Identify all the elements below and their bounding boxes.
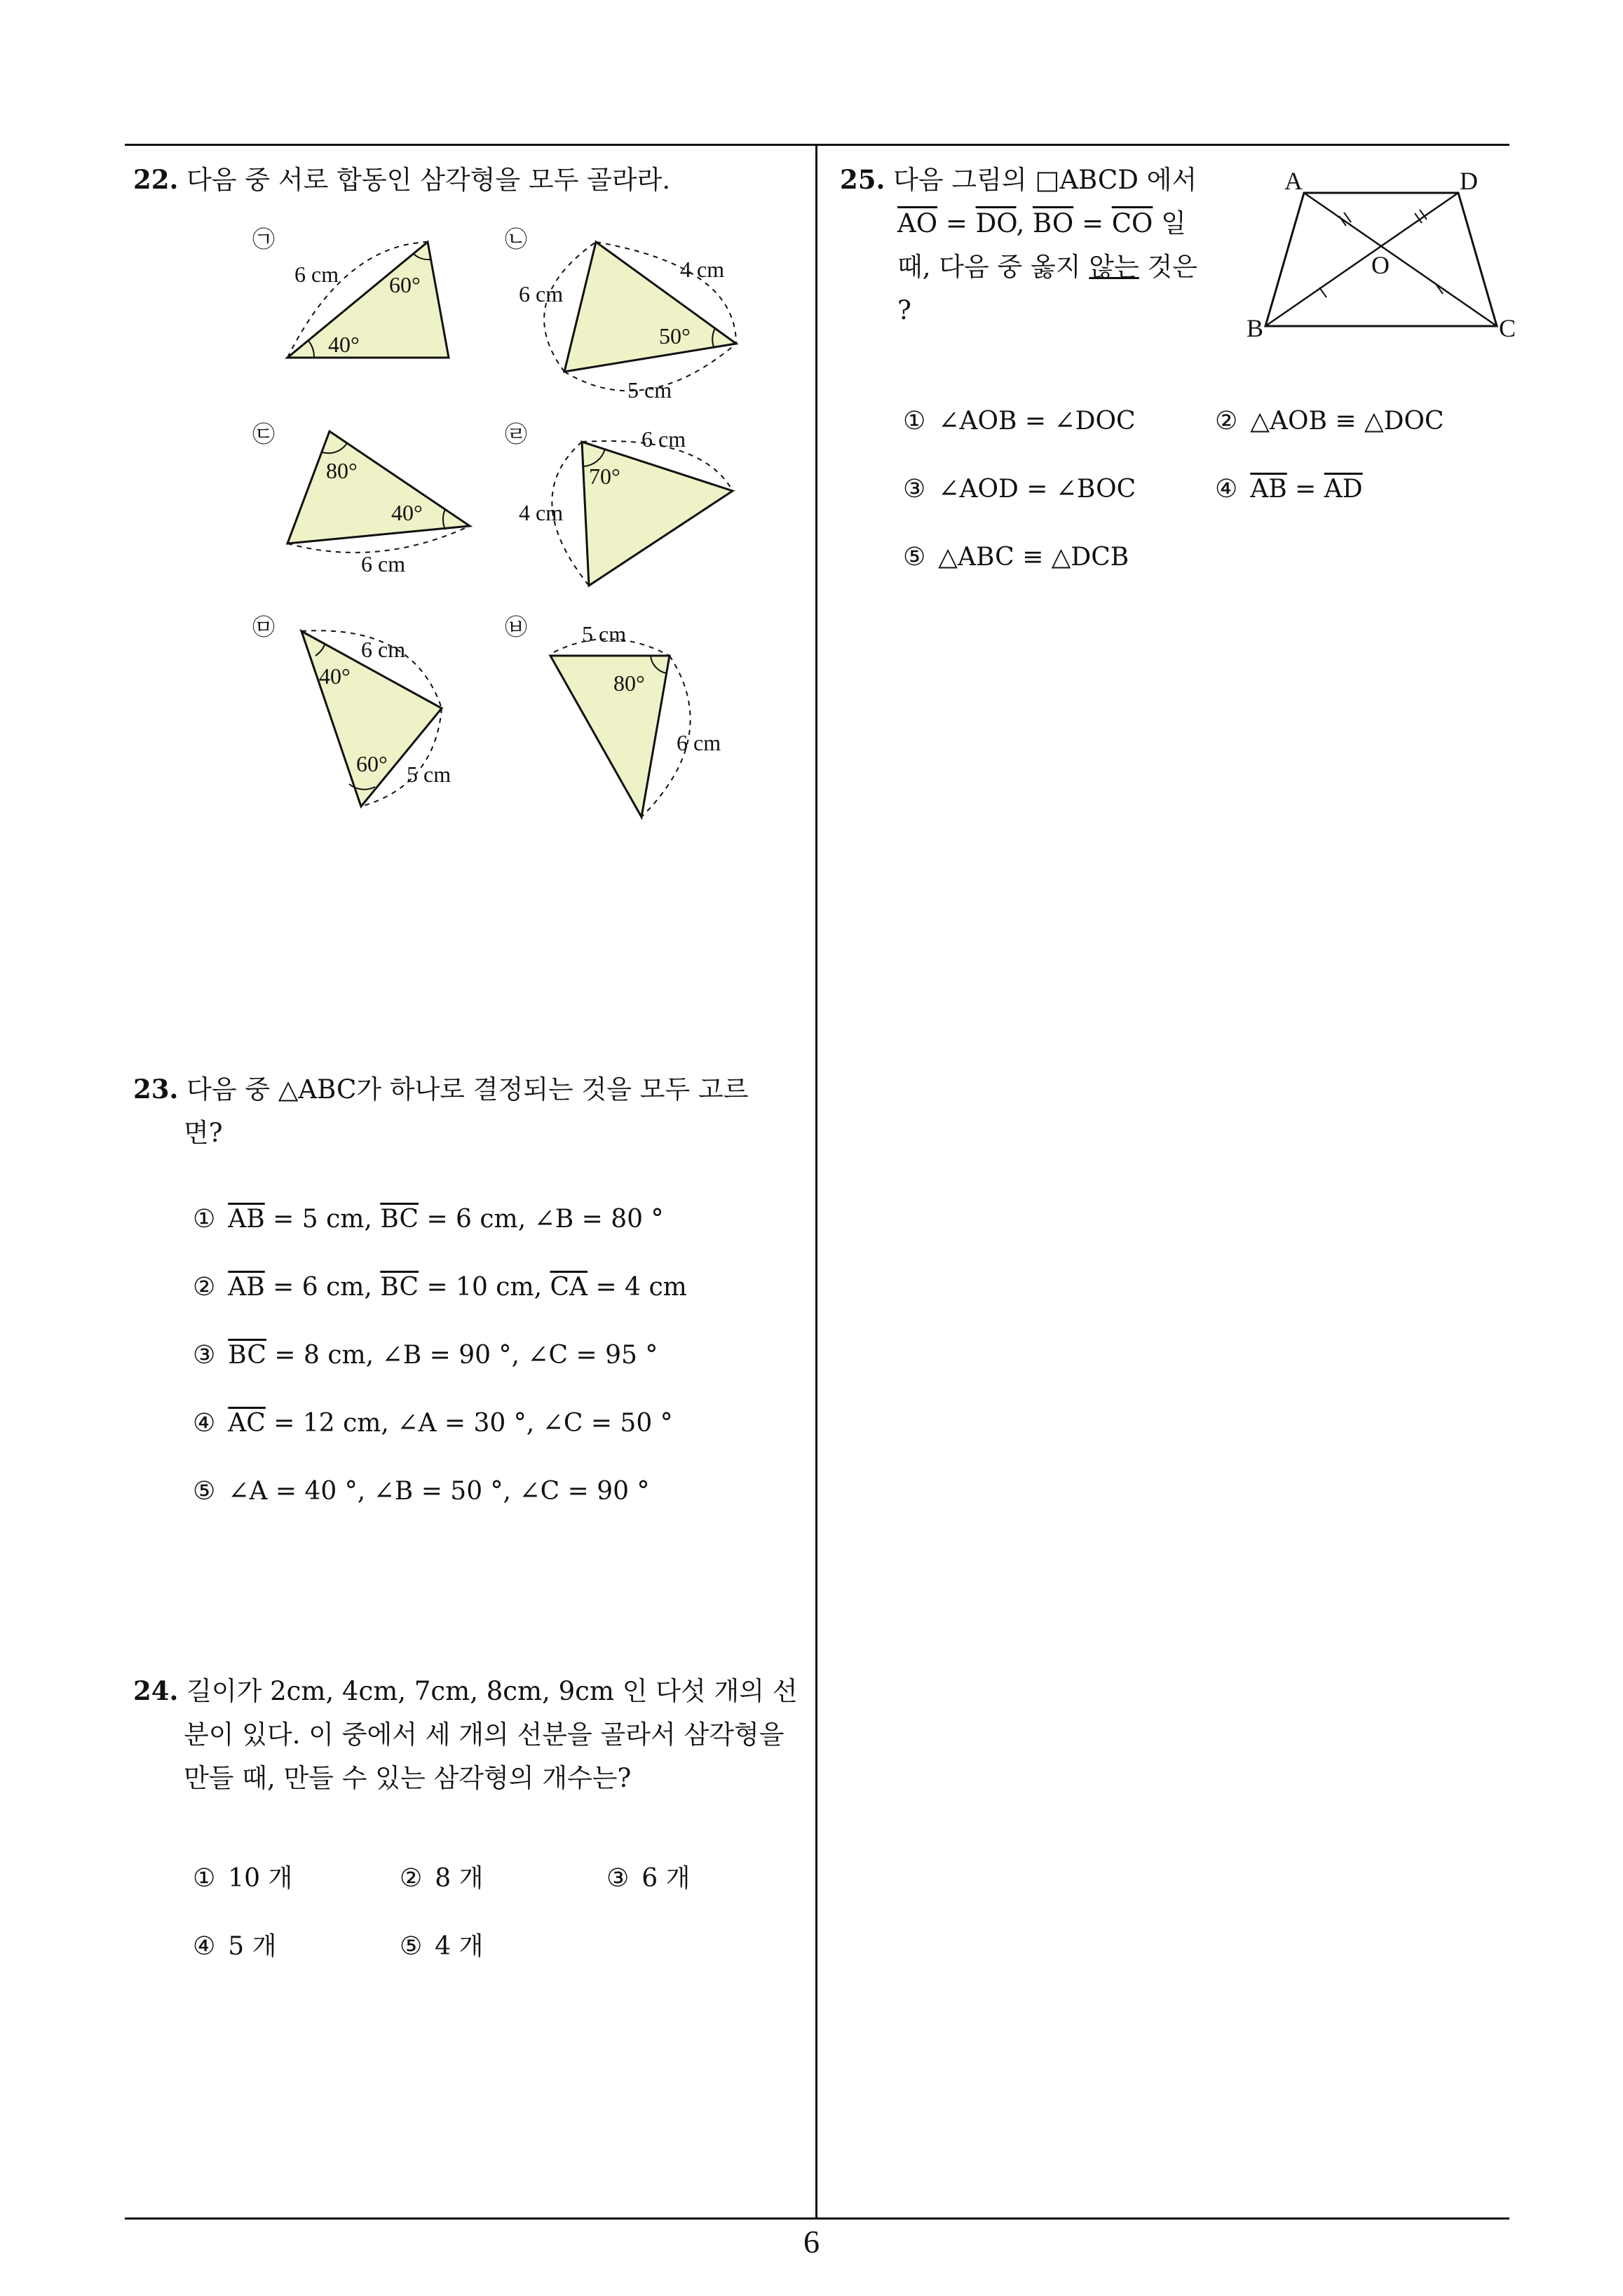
q24-number: 24. [133,1675,179,1706]
fig-b-angle: 50° [659,323,691,349]
bottom-rule [125,2217,1509,2220]
fig-a-side: 6 cm [294,262,339,287]
fig-e-side1: 6 cm [361,637,406,662]
fig-c-mark: ㉢ [252,421,276,447]
fig-d-side2: 4 cm [519,500,564,525]
q25-number: 25. [840,164,885,195]
fig-e-angle1: 40° [319,663,351,689]
triangle-c [287,431,470,543]
vertex-a: A [1284,168,1303,195]
fig-a-angle1: 60° [389,272,421,297]
q24-option-1[interactable]: ① 10 개 [193,1864,293,1893]
fig-c-angle1: 80° [326,458,358,483]
q23-line2: 면? [184,1118,223,1148]
q23-option-5[interactable]: ⑤ ∠A = 40 °, ∠B = 50 °, ∠C = 90 ° [193,1477,650,1506]
fig-b-mark: ㉡ [505,227,528,252]
vertex-o: O [1371,251,1390,279]
q24-option-3[interactable]: ③ 6 개 [606,1864,691,1893]
fig-f-mark: ㉥ [505,614,528,640]
q23-option-1[interactable]: ① $\overline{AB} = 5$ cm, $\overline{BC} = 6$ cm, ∠B = 80 ° [193,1205,664,1234]
q24-line3: 만들 때, 만들 수 있는 삼각형의 개수는? [184,1763,632,1793]
fig-b-side1: 6 cm [519,281,564,306]
fig-d-mark: ㉣ [505,421,528,447]
fig-c-angle2: 40° [391,500,423,525]
q25-option-4[interactable]: ④ $\overline{AB} = \overline{AD}$ [1215,475,1363,504]
q23-option-3[interactable]: ③ $\overline{BC} = 8$ cm, ∠B = 90 °, ∠C = 95 ° [193,1341,658,1370]
fig-e-angle2: 60° [356,751,388,776]
q24-line2: 분이 있다. 이 중에서 세 개의 선분을 골라서 삼각형을 [184,1720,785,1750]
fig-f-side2: 6 cm [677,730,721,755]
q25-line1: 다음 그림의 □ABCD 에서 [893,165,1197,195]
q22-stem [133,158,670,202]
column-divider [815,144,817,2220]
q25-option-5[interactable]: ⑤ △ABC ≡ △DCB [903,543,1129,572]
q24-option-2[interactable]: ② 8 개 [400,1864,484,1893]
fig-f-side1: 5 cm [582,621,627,647]
q22-number: 22. [133,164,179,195]
q24-stem [133,1669,797,1800]
fig-e-mark: ㉤ [252,614,276,640]
q25-line3: 때, 다음 중 옳지 않는 것은 [897,252,1197,282]
fig-b-side2: 4 cm [680,257,725,282]
diagonal-bd [1265,193,1458,326]
q23-number: 23. [133,1074,179,1105]
fig-d-angle: 70° [589,464,620,489]
vertex-b: B [1247,314,1264,342]
q23-line1: 다음 중 △ABC가 하나로 결정되는 것을 모두 고르 [186,1074,749,1105]
fig-a-mark: ㉠ [252,227,276,252]
fig-f-angle: 80° [613,670,645,696]
q22-figures [231,217,778,835]
q25-option-1[interactable]: ① ∠AOB = ∠DOC [903,407,1136,435]
q25-stem [840,158,1197,332]
fig-d-side1: 6 cm [641,426,686,452]
q23-option-2[interactable]: ② $\overline{AB} = 6$ cm, $\overline{BC} = 10$ cm, $\overline{CA} = 4$ cm [193,1273,687,1302]
vertex-d: D [1460,168,1478,195]
fig-a-angle2: 40° [328,332,360,357]
q23-stem [133,1067,748,1155]
vertex-c: C [1499,314,1516,342]
fig-b-side3: 5 cm [627,377,672,403]
page-number: 6 [803,2224,820,2260]
fig-e-side2: 5 cm [407,762,451,787]
q25-trapezoid-figure [1234,168,1528,351]
q24-line1: 길이가 2cm, 4cm, 7cm, 8cm, 9cm 인 다섯 개의 선 [186,1676,798,1706]
q24-option-5[interactable]: ⑤ 4 개 [400,1932,484,1961]
diagonal-ac [1304,193,1497,326]
q25-line4: ? [897,295,911,325]
q25-option-3[interactable]: ③ ∠AOD = ∠BOC [903,475,1136,504]
q24-option-4[interactable]: ④ 5 개 [193,1932,277,1961]
q25-line2: $\overline{AO} = \overline{DO}$, $\overline{BO} = \overline{CO}$ 일 [897,208,1186,238]
q23-option-4[interactable]: ④ $\overline{AC} = 12$ cm, ∠A = 30 °, ∠C = 50 ° [193,1409,673,1438]
q22-text: 다음 중 서로 합동인 삼각형을 모두 골라라. [186,165,671,195]
fig-c-side: 6 cm [361,551,406,576]
triangle-f [550,656,670,817]
q25-option-2[interactable]: ② △AOB ≡ △DOC [1215,407,1444,435]
